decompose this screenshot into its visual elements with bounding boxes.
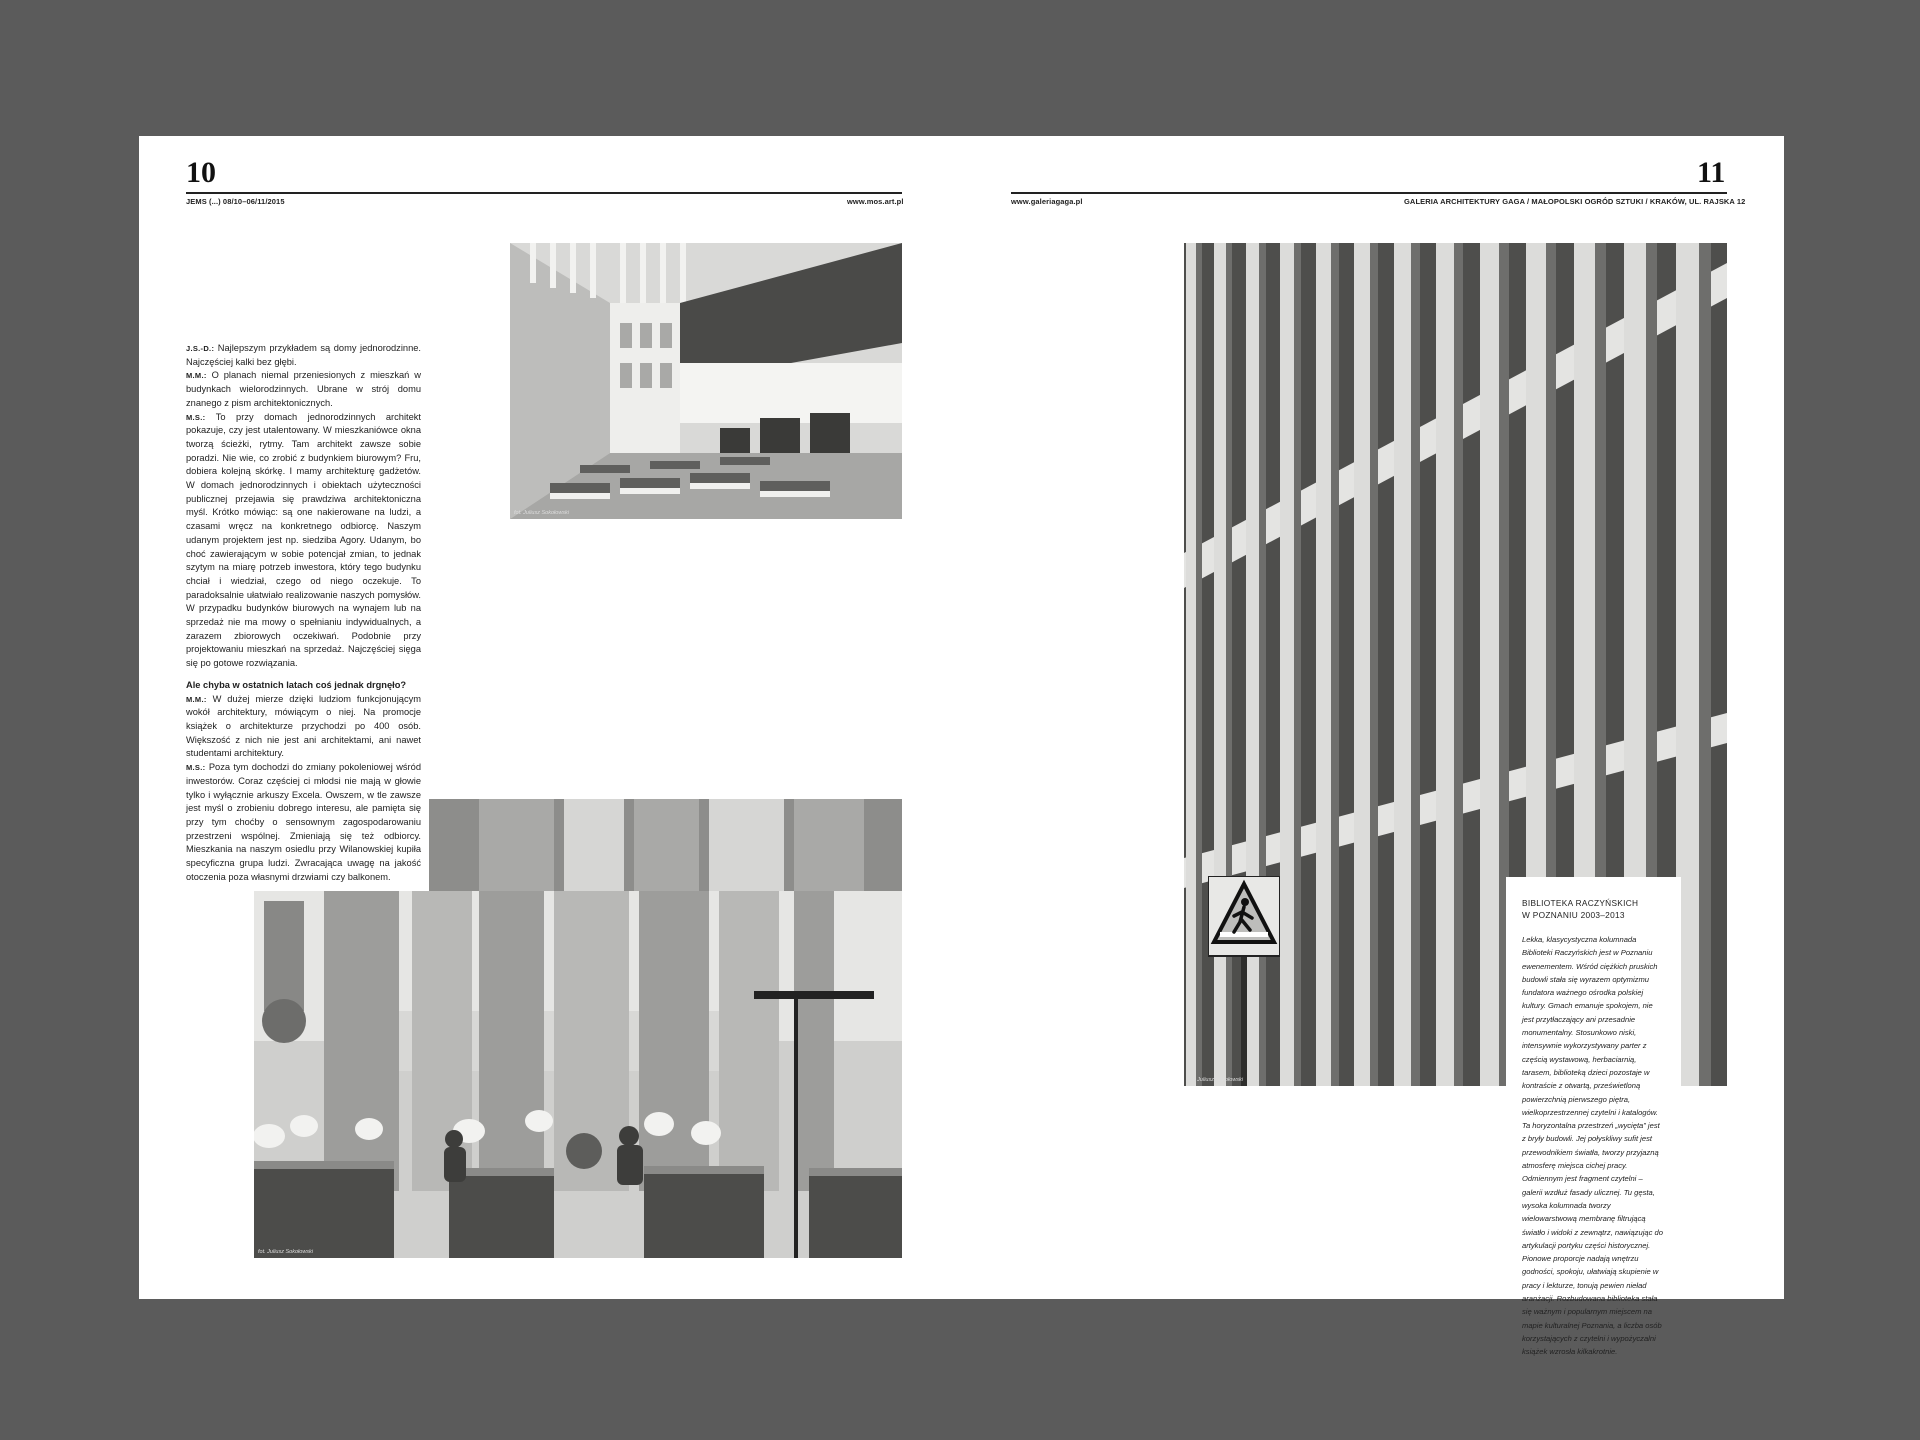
photo-credit-bottom: fot. Juliusz Sokołowski: [258, 1249, 314, 1255]
magazine-spread: [139, 136, 1784, 1357]
interview-question: Ale chyba w ostatnich latach coś jednak drgnęło?: [186, 679, 407, 690]
speaker-label: M.S.:: [186, 763, 206, 773]
pedestrian-crossing-sign-icon: [1208, 876, 1280, 1086]
article-paragraph: [186, 411, 421, 671]
paragraph-text: Najlepszym przykładem są domy jednorodzinne. Najczęściej kalki bez głębi.: [186, 343, 421, 367]
page-number-left: 10: [186, 156, 216, 189]
caption-body: Lekka, klasycystyczna kolumnada Biblioteki Raczyńskich jest w Poznaniu ewenementem. Wśród ciężkich pruskich budowli stała się wyrazem optymizmu fundatora ważnego ośrodka polskiej kultury. Gmach emanuje spokojem, nie jest przytłaczający ani przesadnie monumentalny. Stosunkowo niski, intensywnie wykorzystywany parter z częścią wystawową, herbaciarnią, tarasem, biblioteką dzieci pozostaje w kontraście z otwartą, prześwietloną powierzchnią pierwszego piętra, wielkoprzestrzennej czytelni i katalogów. Ta horyzontalna przestrzeń „wycięta” jest z bryły budowli. Jej połyskliwy sufit jest przewodnikiem światła, tworzy przyjazną atmosferę miejsca cichej pracy. Odmiennym jest fragment czytelni – galerii wzdłuż fasady ulicznej. Tu gęsta, wysoka kolumnada tworzy wielowarstwową membranę filtrującą światło i widoki z zewnątrz, nawiązując do artykulacji portyku części historycznej. Pionowe proporcje nadają wnętrzu godności, spokoju, ułatwiają skupienie w pracy i lekturze, tonują pewien nieład aranżacji. Rozbudowana biblioteka stała się ważnym i popularnym miejscem na mapie kulturalnej Poznania, a liczba osób korzystających z czytelni i wypożyczalni książek wzrosła kilkakrotnie.: [1522, 935, 1663, 1357]
header-website-right[interactable]: www.galeriagaga.pl: [1011, 197, 1083, 206]
header-issue-info: JEMS (...) 08/10–06/11/2015: [186, 197, 285, 206]
speaker-label: J.S.-D.:: [186, 344, 215, 353]
header-rule-right: [1011, 192, 1727, 194]
speaker-label: M.M.:: [186, 371, 207, 381]
paragraph-text: O planach niemal przeniesionych z mieszkań w budynkach wielorodzinnych. Ubrane w strój domu znanego z pism architektonicznych.: [186, 370, 421, 408]
photo-credit-right: fot. Juliusz Sokołowski: [1188, 1077, 1244, 1083]
paragraph-text: To przy domach jednorodzinnych architekt pokazuje, czy jest utalentowany. W mieszkaniówce okna tworzą ścieżki, rytmy. Tam architekt zawsze sobie poradzi. Nie wie, co zrobić z budynkiem biurowym? Fru, dobiera kolejną skórkę. I mamy architekturę gadżetów. W domach jednorodzinnych i obiektach użyteczności publicznej przejawia się prawdziwa architektoniczna myśl. Krótko mówiąc: są one nakierowane na ludzi, a czasami wręcz na konkretnego odbiorcę. Naszym udanym projektem jest np. siedziba Agory. Udanym, bo choć zawierającym w sobie potencjał zmian, to jednak szytym na miarę potrzeb inwestora, który tego budynku chciał i wiedział, czego od niego oczekuje. To paradoksalnie ułatwiało realizowanie naszych pomysłów. W przypadku budynków biurowych na wynajem lub na sprzedaż nie ma mowy o spełnianiu indywidualnych, a zarazem zbiorowych oczekiwań. Podobnie przy projektowaniu mieszkań na sprzedaż. Najczęściej sięga się po gotowe rozwiązania.: [186, 411, 421, 669]
article-paragraph: [186, 693, 421, 762]
article-paragraph: [186, 761, 421, 884]
page-number-right: 11: [1697, 156, 1726, 189]
paragraph-text: W dużej mierze dzięki ludziom funkcjonującym wokół architektury, mówiącym o niej. Na promocje książek o architekturze przychodzi po 400 osób. Większość z nich nie jest ani architektami, ani nawet studentami architektury.: [186, 693, 421, 759]
speaker-label: M.M.:: [186, 694, 207, 704]
article-text-column: [186, 342, 421, 884]
paragraph-text: Poza tym dochodzi do zmiany pokoleniowej wśród inwestorów. Coraz częściej ci młodsi nie mają w głowie tylko i wyłącznie arkuszy Excela. Owszem, w tle zawsze jest myśl o zrobieniu dobrego interesu, ale pamięta się przy tym choćby o sensownym zagospodarowaniu przestrzeni wspólnej. Zmieniają się też odbiorcy. Mieszkania na naszym osiedlu przy Wilanowskiej kupiła specyficzna grupa ludzi. Zwracająca uwagę na jakość otoczenia poza własnymi drzwiami czy balkonem.: [186, 762, 421, 882]
caption-title-line: BIBLIOTEKA RACZYŃSKICH: [1522, 898, 1639, 908]
article-paragraph: [186, 369, 421, 410]
header-gallery-address: GALERIA ARCHITEKTURY GAGA / MAŁOPOLSKI OGRÓD SZTUKI / KRAKÓW, UL. RAJSKA 12: [1404, 197, 1746, 206]
caption-title-line: W POZNANIU 2003–2013: [1522, 910, 1625, 920]
photo-credit-top: fot. Juliusz Sokołowski: [514, 510, 570, 516]
header-rule-left: [186, 192, 902, 194]
library-interior-photo: [510, 243, 902, 519]
caption-title: [1522, 897, 1665, 921]
article-paragraph: [186, 342, 421, 369]
photo-caption-box: [1506, 877, 1681, 1357]
speaker-label: M.S.:: [186, 412, 206, 422]
reading-room-photo: [254, 891, 902, 1258]
header-website-left[interactable]: www.mos.art.pl: [847, 197, 904, 206]
